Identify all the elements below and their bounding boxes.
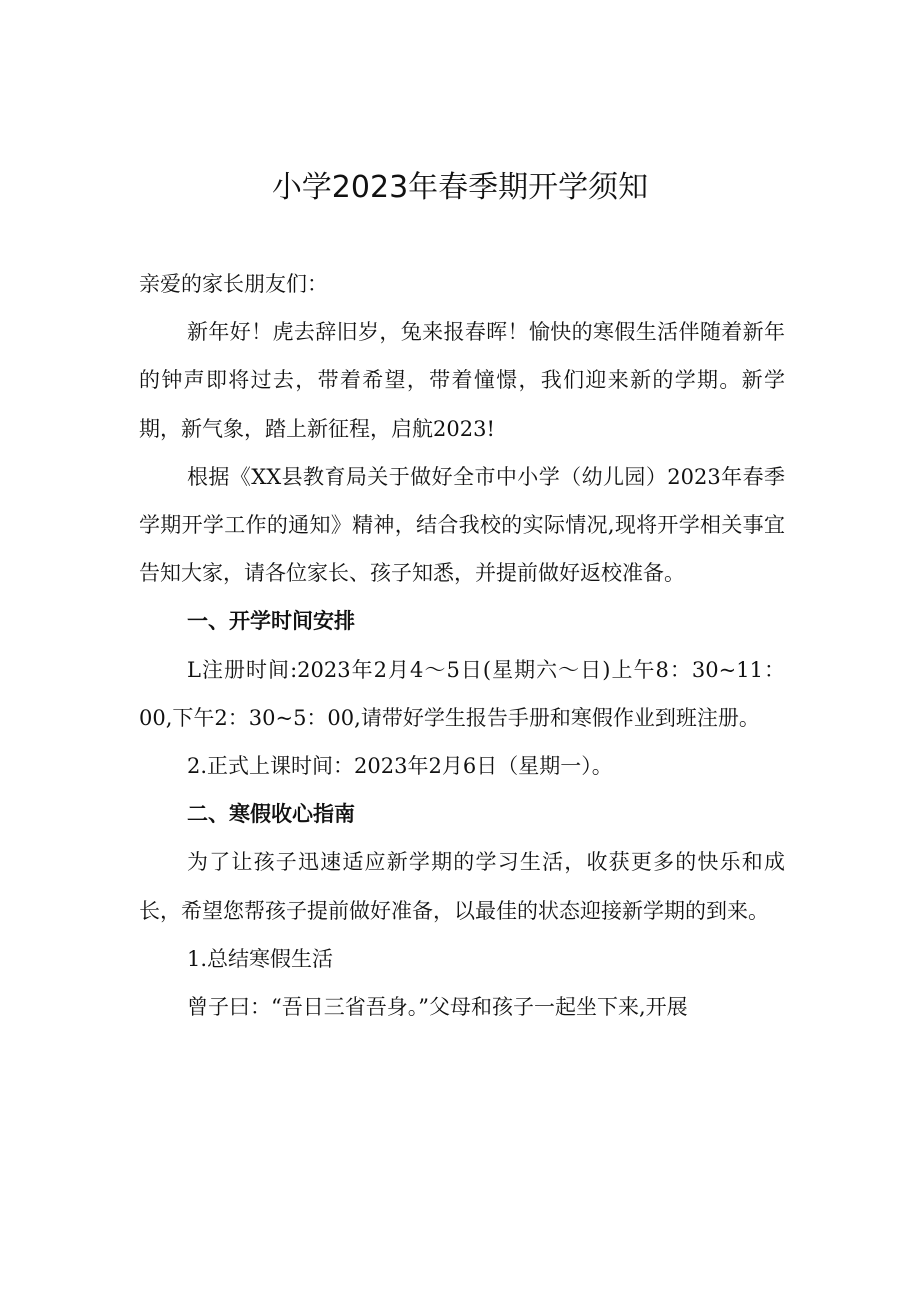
section2-heading: 二、寒假收心指南: [187, 802, 355, 827]
basis-paragraph: 根据《XX县教育局关于做好全市中小学（幼儿园）2023年春季学期开学工作的通知》精神，结合我校的实际情况,现将开学相关事宜告知大家，请各位家长、孩子知悉，并提前做好返校准备。: [139, 464, 785, 586]
section1-item1: L注册时间:2023年2月4～5日(星期六～日)上午8：30~11：00,下午2：30~5：00,请带好学生报告手册和寒假作业到班注册。: [139, 657, 785, 730]
section2-paragraph: 为了让孩子迅速适应新学期的学习生活，收获更多的快乐和成长，希望您帮孩子提前做好准备，以最佳的状态迎接新学期的到来。: [139, 850, 785, 923]
intro-paragraph: 新年好！虎去辞旧岁，兔来报春晖！愉快的寒假生活伴随着新年的钟声即将过去，带着希望，带着憧憬，我们迎来新的学期。新学期，新气象，踏上新征程，启航2023!: [139, 320, 785, 441]
section1-heading: 一、开学时间安排: [187, 609, 355, 634]
greeting: 亲爱的家长朋友们：: [139, 272, 328, 296]
document-title: 小学2023年春季期开学须知: [271, 170, 649, 205]
section1-item2: 2.正式上课时间：2023年2月6日（星期一）。: [187, 754, 613, 779]
section2-item1-heading: 1.总结寒假生活: [187, 946, 334, 971]
document-body: [139, 260, 785, 1031]
section2-item1-text: 曾子曰：“吾日三省吾身。”父母和孩子一起坐下来,开展: [187, 995, 688, 1020]
